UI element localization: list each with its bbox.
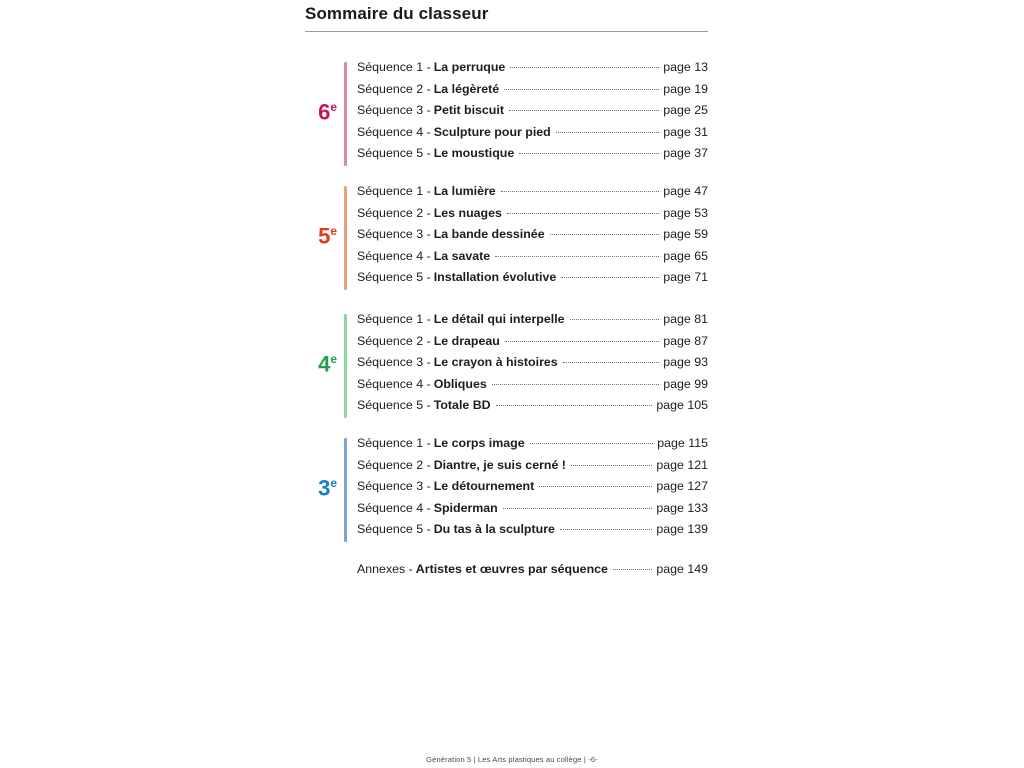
entry-title: La savate — [433, 248, 491, 263]
entry-sequence-label: Séquence 3 - — [357, 103, 431, 117]
entry-title: Le corps image — [433, 436, 525, 450]
entry-page-number: page 65 — [663, 248, 708, 263]
toc-entry[interactable] — [357, 479, 708, 501]
toc-entry[interactable] — [357, 501, 708, 523]
entry-page-number: page 105 — [656, 398, 708, 412]
toc-section-4e — [305, 312, 708, 420]
toc-entry[interactable] — [357, 82, 708, 104]
toc-entry[interactable] — [357, 522, 708, 544]
toc-entry[interactable] — [357, 334, 708, 356]
section-entry-list — [357, 184, 708, 292]
entry-title: Les nuages — [433, 205, 502, 220]
dot-leader — [613, 568, 652, 570]
dot-leader — [495, 255, 659, 257]
entry-sequence-label: Séquence 5 - — [357, 270, 431, 284]
dot-leader — [570, 318, 660, 320]
entry-page-number: page 37 — [663, 146, 708, 160]
entry-page-number: page 59 — [663, 227, 708, 241]
grade-label — [305, 101, 337, 123]
grade-label — [305, 477, 337, 499]
entry-sequence-label: Séquence 5 - — [357, 398, 431, 412]
entry-title: Du tas à la sculpture — [433, 522, 555, 536]
dot-leader — [560, 528, 652, 530]
page-footer: Génération 5 | Les Arts plastiques au collège | -6- — [426, 755, 598, 764]
section-entry-list — [357, 312, 708, 420]
entry-sequence-label: Séquence 1 - — [357, 436, 431, 450]
grade-ordinal-suffix: e — [330, 223, 337, 238]
annexes-entry[interactable] — [357, 562, 708, 584]
toc-entry[interactable] — [357, 436, 708, 458]
entry-sequence-label: Séquence 3 - — [357, 227, 431, 241]
toc-entry[interactable] — [357, 377, 708, 399]
entry-sequence-label: Séquence 5 - — [357, 522, 431, 536]
toc-entry[interactable] — [357, 355, 708, 377]
grade-label — [305, 225, 337, 247]
dot-leader — [539, 485, 652, 487]
entry-title: La lumière — [433, 184, 496, 198]
dot-leader — [561, 276, 659, 278]
grade-number: 3 — [318, 475, 331, 501]
entry-sequence-label: Séquence 1 - — [357, 184, 431, 198]
toc-entry[interactable] — [357, 206, 708, 228]
entry-title: Le détournement — [433, 479, 535, 493]
dot-leader — [492, 383, 659, 385]
entry-page-number: page 115 — [657, 436, 708, 450]
entry-page-number: page 139 — [656, 522, 708, 536]
toc-section-5e — [305, 184, 708, 292]
grade-ordinal-suffix: e — [330, 99, 337, 114]
toc-entry[interactable] — [357, 312, 708, 334]
entry-sequence-label: Séquence 3 - — [357, 355, 431, 369]
toc-entry[interactable] — [357, 184, 708, 206]
entry-page-number: page 25 — [663, 103, 708, 117]
entry-sequence-label: Séquence 4 - — [357, 124, 431, 139]
grade-number: 6 — [318, 99, 331, 125]
entry-sequence-label: Séquence 4 - — [357, 376, 431, 391]
entry-page-number: page 121 — [656, 457, 708, 472]
page-title: Sommaire du classeur — [305, 4, 489, 23]
entry-page-number: page 71 — [663, 270, 708, 284]
dot-leader — [550, 233, 660, 235]
entry-sequence-label: Séquence 2 - — [357, 205, 431, 220]
title-divider — [305, 31, 708, 32]
toc-section-6e — [305, 60, 708, 168]
toc-entry[interactable] — [357, 60, 708, 82]
entry-title: La bande dessinée — [433, 227, 545, 241]
entry-sequence-label: Séquence 4 - — [357, 500, 431, 515]
entry-page-number: page 93 — [663, 355, 708, 369]
entry-sequence-label: Séquence 2 - — [357, 457, 431, 472]
dot-leader — [509, 109, 659, 111]
toc-entry[interactable] — [357, 227, 708, 249]
toc-entry[interactable] — [357, 125, 708, 147]
dot-leader — [571, 464, 652, 466]
dot-leader — [496, 404, 653, 406]
entry-title: Le crayon à histoires — [433, 355, 558, 369]
dot-leader — [507, 212, 659, 214]
section-entry-list — [357, 60, 708, 168]
dot-leader — [504, 88, 659, 90]
dot-leader — [505, 340, 659, 342]
entry-title: Petit biscuit — [433, 103, 504, 117]
section-color-bar — [344, 186, 347, 290]
entry-sequence-label: Séquence 3 - — [357, 479, 431, 493]
toc-entry[interactable] — [357, 146, 708, 168]
entry-title: La perruque — [433, 60, 506, 74]
entry-title: Spiderman — [433, 500, 498, 515]
dot-leader — [519, 152, 659, 154]
entry-page-number: page 19 — [663, 81, 708, 96]
grade-ordinal-suffix: e — [330, 351, 337, 366]
dot-leader — [530, 442, 654, 444]
dot-leader — [503, 507, 653, 509]
entry-page-number: page 53 — [663, 205, 708, 220]
annexes-title: Artistes et œuvres par séquence — [415, 562, 608, 576]
entry-title: Totale BD — [433, 398, 491, 412]
entry-sequence-label: Séquence 4 - — [357, 248, 431, 263]
entry-title: La légèreté — [433, 81, 500, 96]
toc-entry[interactable] — [357, 103, 708, 125]
entry-page-number: page 31 — [663, 124, 708, 139]
toc-section-3e — [305, 436, 708, 544]
entry-title: Le détail qui interpelle — [433, 312, 565, 326]
entry-title: Sculpture pour pied — [433, 124, 551, 139]
entry-title: Diantre, je suis cerné ! — [433, 457, 566, 472]
toc-entry[interactable] — [357, 458, 708, 480]
dot-leader — [501, 190, 660, 192]
grade-number: 5 — [318, 223, 331, 249]
entry-page-number: page 47 — [663, 184, 708, 198]
section-color-bar — [344, 62, 347, 166]
toc-entry[interactable] — [357, 270, 708, 292]
entry-title: Installation évolutive — [433, 270, 557, 284]
entry-title: Obliques — [433, 376, 487, 391]
grade-ordinal-suffix: e — [330, 475, 337, 490]
entry-page-number: page 81 — [663, 312, 708, 326]
entry-sequence-label: Séquence 1 - — [357, 60, 431, 74]
grade-label — [305, 353, 337, 375]
entry-page-number: page 13 — [663, 60, 708, 74]
grade-number: 4 — [318, 351, 331, 377]
section-entry-list — [357, 436, 708, 544]
toc-entry[interactable] — [357, 249, 708, 271]
annexes-row — [357, 562, 708, 584]
entry-sequence-label: Séquence 2 - — [357, 333, 431, 348]
dot-leader — [510, 66, 659, 68]
dot-leader — [556, 131, 659, 133]
entry-page-number: page 133 — [656, 500, 708, 515]
entry-page-number: page 87 — [663, 333, 708, 348]
toc-entry[interactable] — [357, 398, 708, 420]
annexes-label: Annexes - — [357, 562, 413, 576]
entry-page-number: page 127 — [656, 479, 708, 493]
entry-sequence-label: Séquence 5 - — [357, 146, 431, 160]
entry-sequence-label: Séquence 2 - — [357, 81, 431, 96]
annexes-page-number: page 149 — [656, 562, 708, 576]
entry-title: Le moustique — [433, 146, 515, 160]
dot-leader — [563, 361, 660, 363]
entry-page-number: page 99 — [663, 376, 708, 391]
section-color-bar — [344, 438, 347, 542]
section-color-bar — [344, 314, 347, 418]
entry-sequence-label: Séquence 1 - — [357, 312, 431, 326]
entry-title: Le drapeau — [433, 333, 500, 348]
